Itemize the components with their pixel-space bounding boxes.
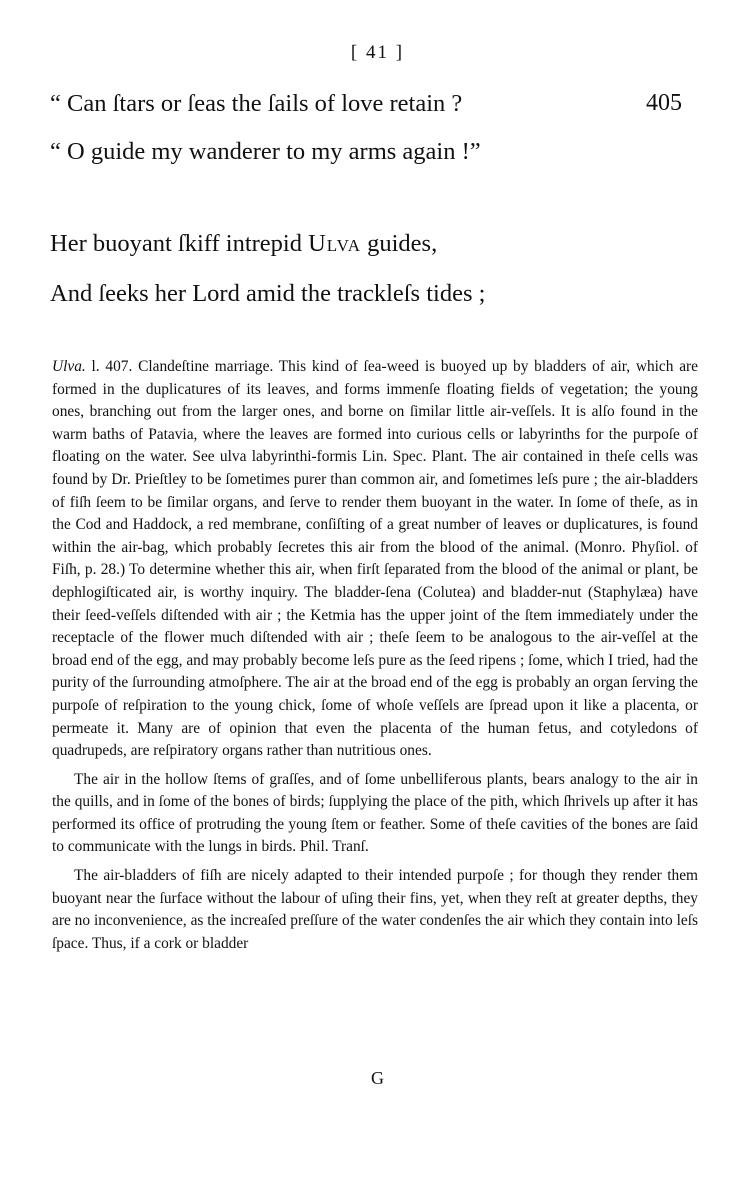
poem-line-3 bbox=[50, 230, 437, 258]
signature-mark: G bbox=[371, 1068, 384, 1088]
line-number: 405 bbox=[646, 90, 682, 116]
note-paragraph-2: The air in the hollow ſtems of graſſes, and of ſome unbelliferous plants, bears analogy to the air in the quills, and in ſome of the bones of birds; ſupplying the place of the pith, which ſhrivels up after it has performed its office of protruding the young ſtem or feather. Some of theſe cavities of the bones are ſaid to communicate with the lungs in birds. Phil. Tranſ. bbox=[52, 770, 698, 856]
poem-line-3-start: Her buoyant ſkiff intrepid bbox=[50, 230, 309, 257]
note-paragraph-3: The air-bladders of fiſh are nicely adapted to their intended purpoſe ; for though they render them buoyant near the ſurface without the labour of uſing their fins, yet, when they reſt at greater depths, they are no inconvenience, as the increaſed preſſure of the water condenſes the air which they contain into leſs ſpace. Thus, if a cork or bladder bbox=[52, 867, 698, 952]
note-lead: Ulva. bbox=[52, 358, 86, 375]
poem-line-4: And ſeeks her Lord amid the trackleſs tides ; bbox=[50, 280, 486, 307]
poem-line-3-end: guides, bbox=[361, 230, 438, 257]
poem-line-3-name: Ulva bbox=[308, 230, 361, 257]
footnotes bbox=[52, 356, 698, 961]
note-paragraph-1 bbox=[52, 356, 698, 763]
poem-line-1: “ Can ſtars or ſeas the ſails of love retain ? bbox=[50, 90, 463, 117]
page-number: [ 41 ] bbox=[350, 42, 405, 63]
note-text-1: l. 407. Clandeſtine marriage. This kind of ſea-weed is buoyed up by bladders of air, which are formed in the duplicatures of its leaves, and forms immenſe floating fields of vegetation; the young ones, branching out from the larger ones, and borne on ſimilar little air-veſſels. It is alſo found in the warm baths of Patavia, where the leaves are formed into curious cells or labyrinths for the purpoſe of floating on the water. See ulva labyrinthi-formis Lin. Spec. Plant. The air contained in theſe cells was found by Dr. Prieſtley to be ſometimes purer than common air, and ſometimes leſs pure ; the air-bladders of fiſh ſeem to be ſimilar organs, and ſerve to render them buoyant in the water. In ſome of theſe, as in the Cod and Haddock, a red membrane, conſiſting of a great number of leaves or duplicatures, is found within the air-bag, which probably ſecretes this air from the blood of the animal. (Monro. Phyſiol. of Fiſh, p. 28.) To determine whether this air, when firſt ſeparated from the blood of the animal or plant, be dephlogiſticated air, is worthy inquiry. The bladder-ſena (Colutea) and bladder-nut (Staphylæa) have their ſeed-veſſels diſtended with air ; the Ketmia has the upper joint of the ſtem immediately under the receptacle of the flower much diſtended with air ; theſe ſeem to be analogous to the air-veſſel at the broad end of the egg, and may probably become leſs pure as the ſeed ripens ; ſome, which I tried, had the purity of the ſurrounding atmoſphere. The air at the broad end of the egg is probably an organ ſerving the purpoſe of reſpiration to the young chick, ſome of whoſe veſſels are ſpread upon it like a placenta, or permeate it. Many are of opinion that even the placenta of the human fetus, and cotyledons of quadrupeds, are reſpiratory organs rather than nutritious ones. bbox=[52, 358, 698, 760]
poem-line-2: “ O guide my wanderer to my arms again !” bbox=[50, 138, 481, 165]
